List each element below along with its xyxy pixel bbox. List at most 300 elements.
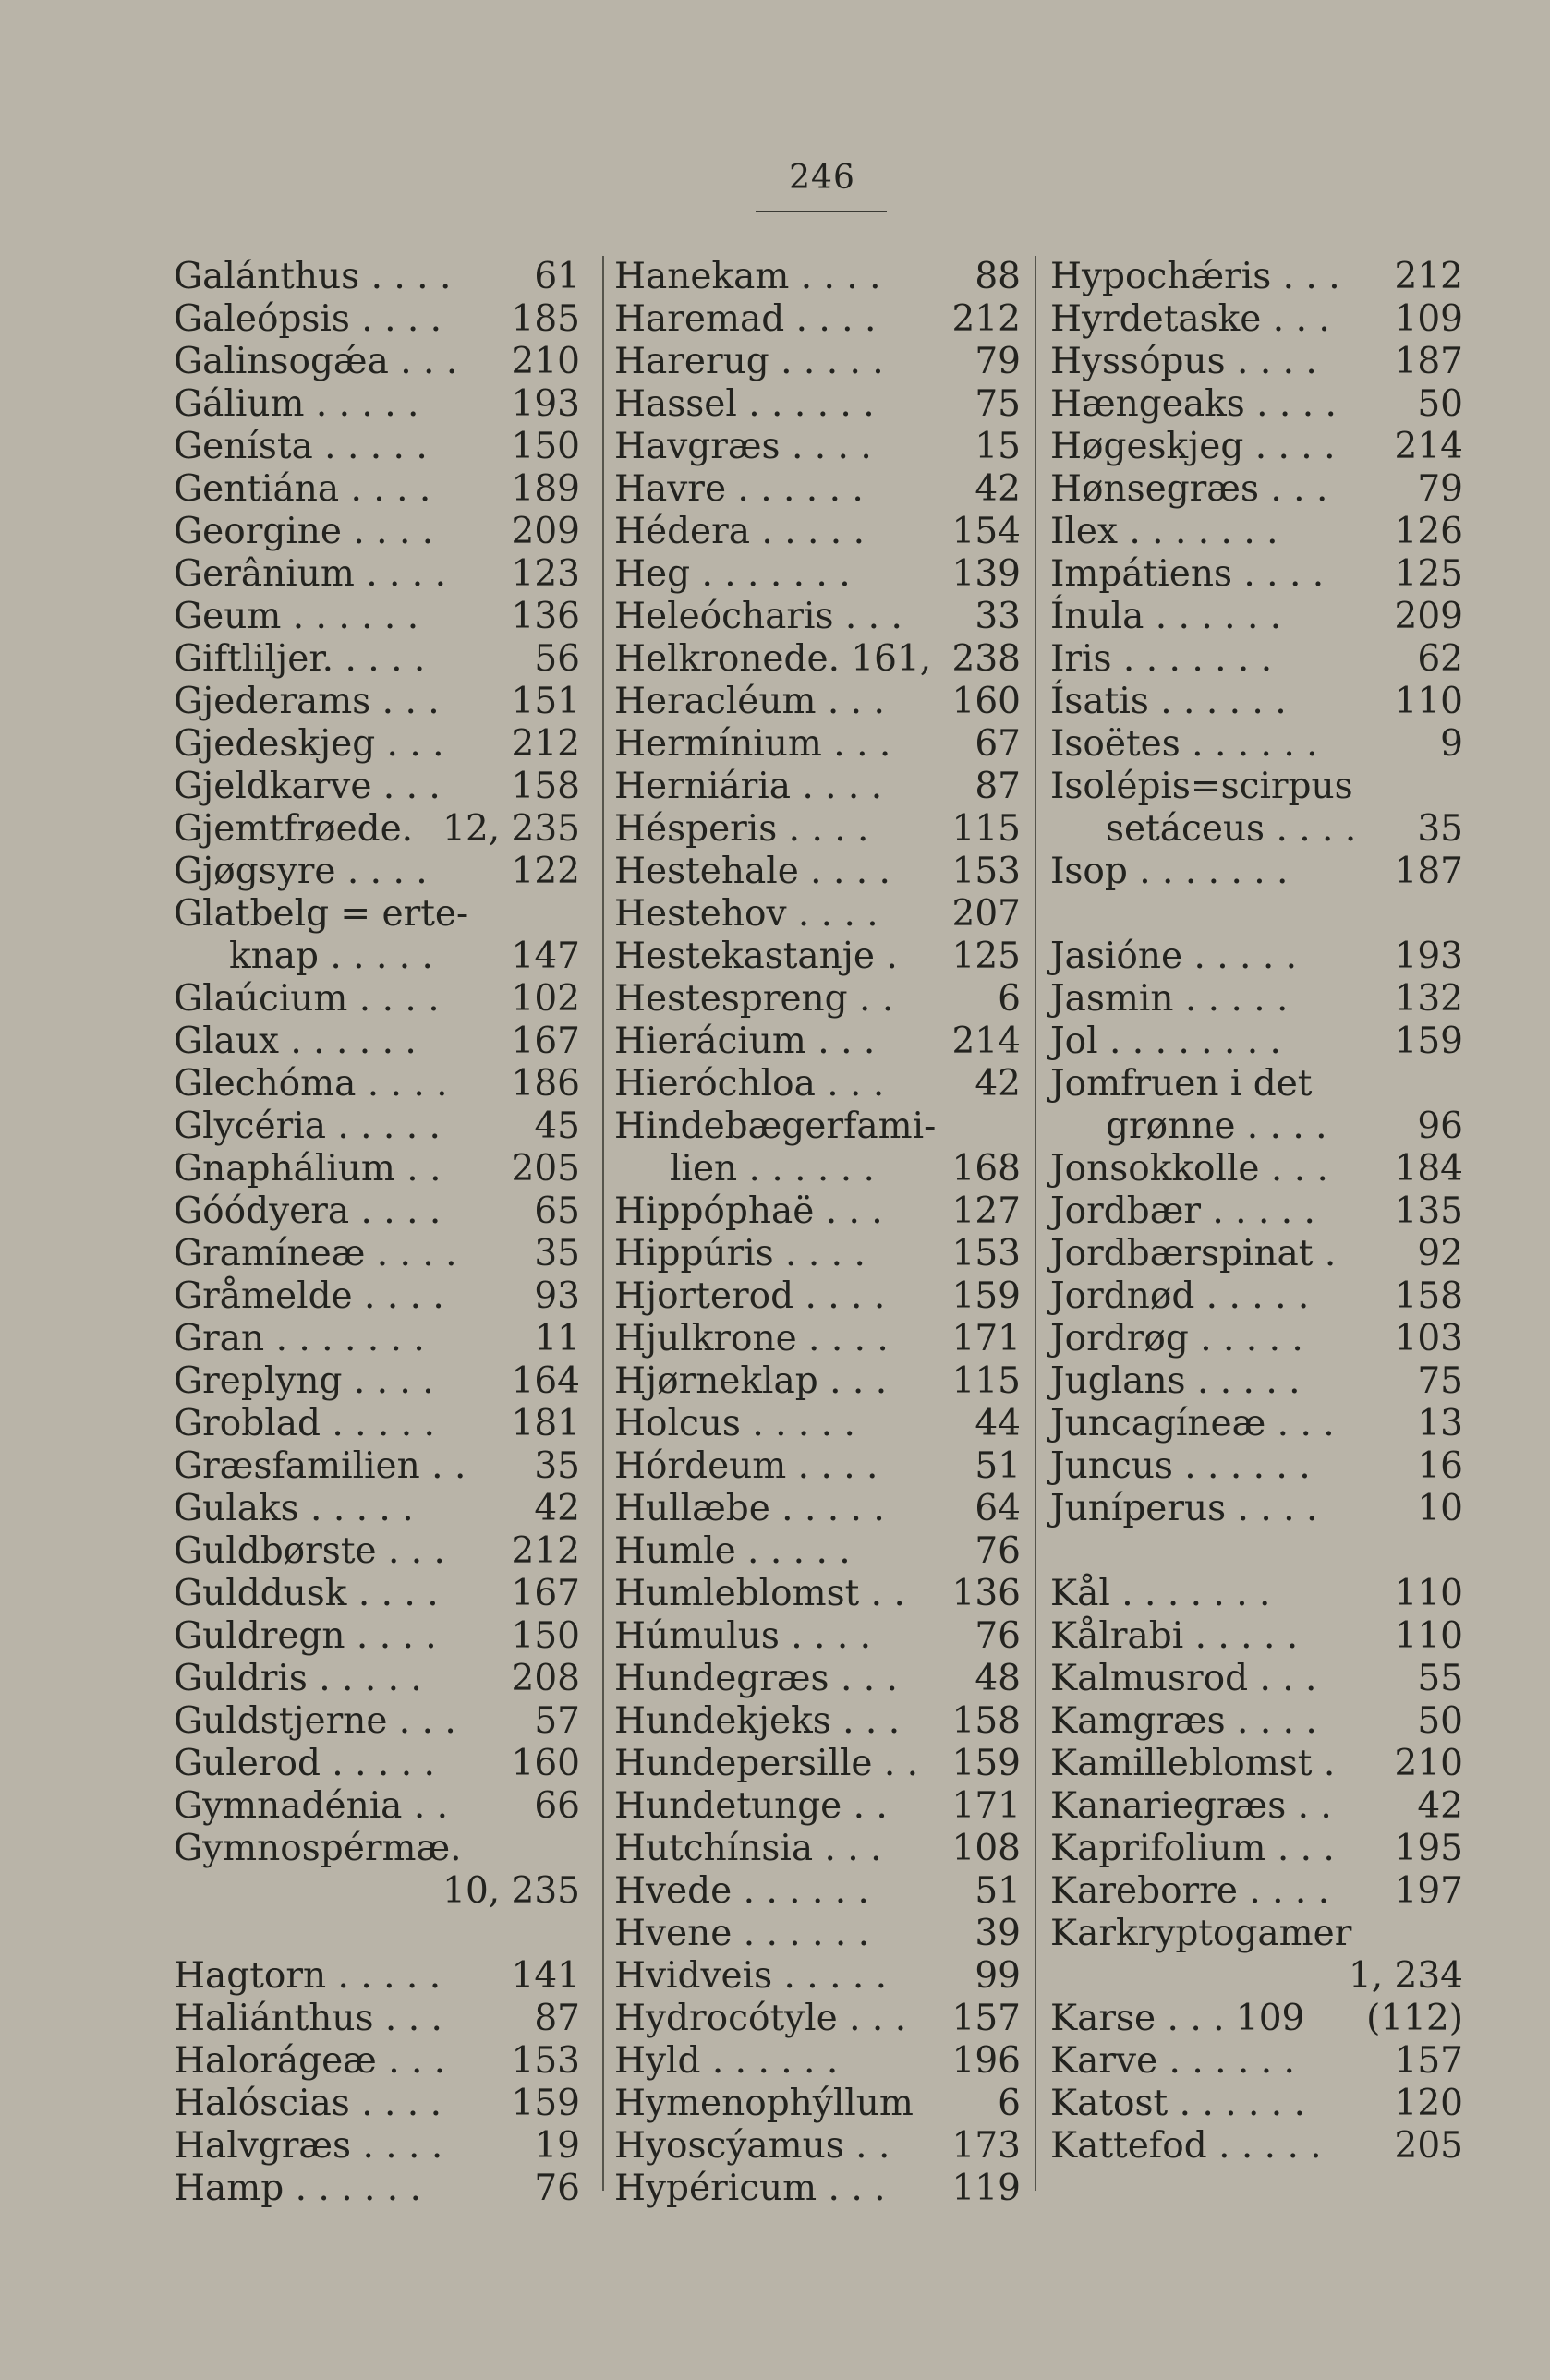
index-term: Kamgræs . . . . bbox=[1050, 1700, 1317, 1742]
index-entry bbox=[174, 978, 580, 1021]
index-term: lien . . . . . . bbox=[670, 1148, 875, 1190]
index-entry bbox=[1050, 851, 1463, 893]
index-entry bbox=[1050, 1743, 1463, 1785]
index-page-ref: 35 bbox=[1417, 808, 1463, 850]
index-term: Guldris . . . . . bbox=[174, 1658, 422, 1699]
index-term: Græsfamilien . . bbox=[174, 1445, 466, 1487]
index-term: Gråmelde . . . . bbox=[174, 1275, 444, 1317]
index-term: Hestehale . . . . bbox=[614, 851, 890, 892]
index-entry bbox=[1050, 511, 1463, 553]
index-term: Kaprifolium . . . bbox=[1050, 1828, 1335, 1869]
index-page-ref: 10, 235 bbox=[442, 1870, 580, 1912]
index-entry bbox=[1050, 1021, 1463, 1063]
index-entry bbox=[174, 596, 580, 638]
index-entry bbox=[1050, 1445, 1463, 1488]
index-entry bbox=[614, 341, 1021, 383]
index-entry bbox=[174, 256, 580, 298]
index-entry bbox=[614, 2125, 1021, 2168]
index-term: Hermínium . . . bbox=[614, 723, 891, 765]
index-page-ref: 51 bbox=[975, 1445, 1021, 1487]
index-page-ref: 167 bbox=[511, 1573, 580, 1614]
index-term: Hédera . . . . . bbox=[614, 511, 866, 552]
index-term: Havre . . . . . . bbox=[614, 468, 864, 510]
index-entry bbox=[614, 383, 1021, 426]
index-entry bbox=[614, 298, 1021, 341]
index-entry bbox=[1050, 766, 1463, 808]
index-entry bbox=[614, 1105, 1021, 1148]
index-page-ref: 187 bbox=[1394, 341, 1463, 382]
index-entry bbox=[614, 1700, 1021, 1743]
index-entry bbox=[1050, 893, 1463, 936]
index-term: Galinsogǽa . . . bbox=[174, 341, 458, 382]
index-term: Kalmusrod . . . bbox=[1050, 1658, 1317, 1699]
index-entry bbox=[174, 2168, 580, 2210]
index-entry bbox=[614, 1658, 1021, 1700]
index-page-ref: 108 bbox=[951, 1828, 1021, 1869]
index-page-ref: 110 bbox=[1394, 681, 1463, 722]
index-entry bbox=[614, 1955, 1021, 1998]
index-entry bbox=[174, 1318, 580, 1360]
index-entry bbox=[1050, 638, 1463, 681]
index-term: Kattefod . . . . . bbox=[1050, 2125, 1322, 2167]
index-page-ref: 125 bbox=[1394, 553, 1463, 595]
index-term: Gnaphálium . . bbox=[174, 1148, 442, 1190]
column-divider bbox=[1035, 256, 1036, 2191]
index-term: Helkronede. 161, bbox=[614, 638, 932, 680]
index-term: Hestehov . . . . bbox=[614, 893, 878, 935]
index-term: Hórdeum . . . . bbox=[614, 1445, 878, 1487]
index-entry bbox=[614, 808, 1021, 851]
index-page-ref: 197 bbox=[1394, 1870, 1463, 1912]
index-page-ref: 42 bbox=[1417, 1785, 1463, 1827]
index-page-ref: 153 bbox=[951, 851, 1021, 892]
index-page-ref: 167 bbox=[511, 1021, 580, 1062]
index-term: Karkryptogamer bbox=[1050, 1913, 1352, 1954]
index-term: Gymnospérmæ. bbox=[174, 1828, 462, 1869]
index-entry bbox=[174, 1998, 580, 2040]
index-page-ref: 87 bbox=[534, 1998, 580, 2039]
index-entry bbox=[614, 1021, 1021, 1063]
index-term: Jordrøg . . . . . bbox=[1050, 1318, 1303, 1359]
index-entry bbox=[1050, 1870, 1463, 1913]
index-page-ref: 147 bbox=[511, 936, 580, 977]
index-term: Gymnadénia . . bbox=[174, 1785, 449, 1827]
index-entry bbox=[174, 1658, 580, 1700]
index-term: Jomfruen i det bbox=[1050, 1063, 1313, 1105]
index-page-ref: 13 bbox=[1417, 1403, 1463, 1444]
index-entry bbox=[174, 1488, 580, 1530]
index-page-ref: 139 bbox=[951, 553, 1021, 595]
index-entry bbox=[1050, 1488, 1463, 1530]
index-term: Hieróchloa . . . bbox=[614, 1063, 885, 1105]
index-entry bbox=[1050, 553, 1463, 596]
index-page-ref: 212 bbox=[1394, 256, 1463, 297]
index-term: Greplyng . . . . bbox=[174, 1360, 434, 1402]
index-term: Giftliljer. . . . . bbox=[174, 638, 426, 680]
index-term: Jasióne . . . . . bbox=[1050, 936, 1298, 977]
index-term: Jasmin . . . . . bbox=[1050, 978, 1289, 1020]
index-page-ref: 212 bbox=[951, 298, 1021, 340]
index-entry bbox=[1050, 383, 1463, 426]
index-page-ref: 157 bbox=[951, 1998, 1021, 2039]
index-page-ref: 160 bbox=[951, 681, 1021, 722]
index-entry bbox=[614, 2040, 1021, 2083]
index-entry bbox=[1050, 1955, 1463, 1998]
index-term: Guldbørste . . . bbox=[174, 1530, 445, 1572]
index-page-ref: 123 bbox=[511, 553, 580, 595]
index-entry bbox=[1050, 1318, 1463, 1360]
index-page-ref: 135 bbox=[1394, 1190, 1463, 1232]
index-entry bbox=[614, 1360, 1021, 1403]
index-entry bbox=[1050, 1105, 1463, 1148]
index-term: Hassel . . . . . . bbox=[614, 383, 875, 425]
index-term: Gjøgsyre . . . . bbox=[174, 851, 428, 892]
index-term: Hullæbe . . . . . bbox=[614, 1488, 885, 1529]
index-term: Kål . . . . . . . bbox=[1050, 1573, 1271, 1614]
index-page-ref: 153 bbox=[511, 2040, 580, 2082]
index-page-ref: 42 bbox=[534, 1488, 580, 1529]
index-page-ref: 171 bbox=[951, 1318, 1021, 1359]
index-page-ref: 57 bbox=[534, 1700, 580, 1742]
index-entry bbox=[174, 1148, 580, 1190]
index-term: Høgeskjeg . . . . bbox=[1050, 426, 1336, 467]
index-term: Humle . . . . . bbox=[614, 1530, 851, 1572]
index-page-ref: 193 bbox=[1394, 936, 1463, 977]
index-entry bbox=[614, 723, 1021, 766]
index-entry bbox=[614, 978, 1021, 1021]
index-term: Hønsegræs . . . bbox=[1050, 468, 1328, 510]
index-term: Jol . . . . . . . . bbox=[1050, 1021, 1281, 1062]
index-entry bbox=[614, 1785, 1021, 1828]
index-entry bbox=[174, 1403, 580, 1445]
index-entry bbox=[614, 1870, 1021, 1913]
index-entry bbox=[614, 1233, 1021, 1275]
index-entry bbox=[174, 1955, 580, 1998]
index-entry bbox=[614, 893, 1021, 936]
index-term: Heracléum . . . bbox=[614, 681, 885, 722]
index-page-ref: 109 bbox=[1394, 298, 1463, 340]
index-term: Juncus . . . . . . bbox=[1050, 1445, 1311, 1487]
index-term: Ísatis . . . . . . bbox=[1050, 681, 1287, 722]
index-term: Gentiána . . . . bbox=[174, 468, 431, 510]
index-page-ref: 205 bbox=[511, 1148, 580, 1190]
index-entry bbox=[614, 1318, 1021, 1360]
index-page-ref: 159 bbox=[511, 2083, 580, 2124]
index-page-ref: 171 bbox=[951, 1785, 1021, 1827]
index-entry bbox=[174, 426, 580, 468]
index-term: Hjørneklap . . . bbox=[614, 1360, 888, 1402]
index-term: Hestekastanje . bbox=[614, 936, 898, 977]
index-term: Glaux . . . . . . bbox=[174, 1021, 417, 1062]
index-term: Guldregn . . . . bbox=[174, 1615, 437, 1657]
index-entry bbox=[1050, 1700, 1463, 1743]
index-term: Glechóma . . . . bbox=[174, 1063, 448, 1105]
index-term: Hundekjeks . . . bbox=[614, 1700, 901, 1742]
index-page-ref: 42 bbox=[975, 468, 1021, 510]
index-term: Herniária . . . . bbox=[614, 766, 883, 807]
index-entry bbox=[174, 1573, 580, 1615]
index-page-ref: 42 bbox=[975, 1063, 1021, 1105]
index-page-ref: 99 bbox=[975, 1955, 1021, 1997]
index-entry bbox=[174, 1615, 580, 1658]
index-entry bbox=[174, 681, 580, 723]
index-page-ref: 153 bbox=[951, 1233, 1021, 1275]
index-page-ref: 75 bbox=[1417, 1360, 1463, 1402]
index-entry bbox=[1050, 936, 1463, 978]
index-page-ref: 209 bbox=[511, 511, 580, 552]
index-entry bbox=[1050, 256, 1463, 298]
index-entry bbox=[174, 1063, 580, 1105]
index-term: Galánthus . . . . bbox=[174, 256, 452, 297]
index-entry bbox=[174, 1870, 580, 1913]
index-term: Hvene . . . . . . bbox=[614, 1913, 870, 1954]
index-entry bbox=[614, 766, 1021, 808]
index-entry bbox=[614, 511, 1021, 553]
index-entry bbox=[614, 851, 1021, 893]
index-entry bbox=[1050, 426, 1463, 468]
index-page-ref: 184 bbox=[1394, 1148, 1463, 1190]
index-term: Holcus . . . . . bbox=[614, 1403, 855, 1444]
index-page-ref: 186 bbox=[511, 1063, 580, 1105]
index-term: Hyssópus . . . . bbox=[1050, 341, 1317, 382]
index-page-ref: 48 bbox=[975, 1658, 1021, 1699]
index-entry bbox=[174, 341, 580, 383]
index-term: Ilex . . . . . . . bbox=[1050, 511, 1278, 552]
index-entry bbox=[174, 511, 580, 553]
index-term: Jordnød . . . . . bbox=[1050, 1275, 1310, 1317]
index-page-ref: 210 bbox=[1394, 1743, 1463, 1784]
index-term: Kareborre . . . . bbox=[1050, 1870, 1330, 1912]
index-entry bbox=[1050, 808, 1463, 851]
index-page-ref: 92 bbox=[1417, 1233, 1463, 1275]
index-entry bbox=[174, 1785, 580, 1828]
page-number-rule bbox=[756, 211, 887, 212]
index-term: Gulaks . . . . . bbox=[174, 1488, 414, 1529]
index-term: Gjedeskjeg . . . bbox=[174, 723, 444, 765]
index-page-ref: 168 bbox=[951, 1148, 1021, 1190]
index-term: Hanekam . . . . bbox=[614, 256, 881, 297]
index-term: Impátiens . . . . bbox=[1050, 553, 1325, 595]
index-term: Juníperus . . . . bbox=[1050, 1488, 1318, 1529]
index-entry bbox=[614, 468, 1021, 511]
index-page-ref: 15 bbox=[975, 426, 1021, 467]
index-entry bbox=[174, 1445, 580, 1488]
index-term: Gramíneæ . . . . bbox=[174, 1233, 457, 1275]
index-entry bbox=[1050, 596, 1463, 638]
index-term: Jordbær . . . . . bbox=[1050, 1190, 1315, 1232]
index-term: Kamilleblomst . bbox=[1050, 1743, 1336, 1784]
index-term: Halvgræs . . . . bbox=[174, 2125, 443, 2167]
index-entry bbox=[174, 1360, 580, 1403]
index-entry bbox=[174, 1021, 580, 1063]
index-term: Juncagíneæ . . . bbox=[1050, 1403, 1335, 1444]
index-term: Haremad . . . . bbox=[614, 298, 877, 340]
index-term: Hundetunge . . bbox=[614, 1785, 888, 1827]
index-page-ref: 157 bbox=[1394, 2040, 1463, 2082]
index-page-ref: 6 bbox=[998, 978, 1021, 1020]
index-entry bbox=[1050, 1573, 1463, 1615]
index-term: Hjorterod . . . . bbox=[614, 1275, 886, 1317]
index-page-ref: 61 bbox=[534, 256, 580, 297]
index-entry bbox=[174, 808, 580, 851]
index-page-ref: 62 bbox=[1417, 638, 1463, 680]
index-entry bbox=[174, 893, 580, 936]
index-entry bbox=[614, 1488, 1021, 1530]
index-page-ref: 173 bbox=[951, 2125, 1021, 2167]
index-term: Gálium . . . . . bbox=[174, 383, 419, 425]
index-page-ref: 214 bbox=[1394, 426, 1463, 467]
index-page-ref: 115 bbox=[951, 808, 1021, 850]
index-page-ref: 115 bbox=[951, 1360, 1021, 1402]
index-page-ref: 126 bbox=[1394, 511, 1463, 552]
index-term: Harerug . . . . . bbox=[614, 341, 884, 382]
index-page-ref: 50 bbox=[1417, 1700, 1463, 1742]
index-entry bbox=[1050, 1530, 1463, 1573]
index-term: Hésperis . . . . bbox=[614, 808, 869, 850]
index-term: Jonsokkolle . . . bbox=[1050, 1148, 1328, 1190]
index-entry bbox=[1050, 1615, 1463, 1658]
index-entry bbox=[1050, 1190, 1463, 1233]
index-term: Glaúcium . . . . bbox=[174, 978, 440, 1020]
index-term: Hundegræs . . . bbox=[614, 1658, 898, 1699]
index-entry bbox=[1050, 2083, 1463, 2125]
index-term: knap . . . . . bbox=[229, 936, 433, 977]
index-term: Hydrocótyle . . . bbox=[614, 1998, 907, 2039]
index-term: Gulddusk . . . . bbox=[174, 1573, 439, 1614]
index-page-ref: 16 bbox=[1417, 1445, 1463, 1487]
index-term: Hippúris . . . . bbox=[614, 1233, 866, 1275]
index-term: Hypochǽris . . . bbox=[1050, 256, 1340, 297]
index-entry bbox=[1050, 1403, 1463, 1445]
index-page-ref: 50 bbox=[1417, 383, 1463, 425]
index-page-ref: 76 bbox=[975, 1615, 1021, 1657]
index-page-ref: 195 bbox=[1394, 1828, 1463, 1869]
index-page-ref: 125 bbox=[951, 936, 1021, 977]
index-page-ref: 35 bbox=[534, 1445, 580, 1487]
index-entry bbox=[1050, 1913, 1463, 1955]
index-term: Isoëtes . . . . . . bbox=[1050, 723, 1318, 765]
index-page-ref: 1, 234 bbox=[1348, 1955, 1463, 1997]
index-page-ref: 238 bbox=[951, 638, 1021, 680]
index-entry bbox=[174, 1105, 580, 1148]
index-entry bbox=[1050, 978, 1463, 1021]
index-entry bbox=[614, 2083, 1021, 2125]
index-term: Góódyera . . . . bbox=[174, 1190, 442, 1232]
index-page-ref: 44 bbox=[975, 1403, 1021, 1444]
index-entry bbox=[614, 1828, 1021, 1870]
index-entry bbox=[174, 1530, 580, 1573]
index-page-ref: 160 bbox=[511, 1743, 580, 1784]
index-entry bbox=[1050, 2125, 1463, 2168]
index-term: setáceus . . . . bbox=[1106, 808, 1357, 850]
index-page-ref: 158 bbox=[951, 1700, 1021, 1742]
index-page-ref: 136 bbox=[511, 596, 580, 637]
index-term: Hymenophýllum bbox=[614, 2083, 914, 2124]
index-page-ref: 76 bbox=[534, 2168, 580, 2209]
index-column-1 bbox=[174, 256, 580, 2210]
index-page-ref: 6 bbox=[998, 2083, 1021, 2124]
index-page-ref: 96 bbox=[1417, 1105, 1463, 1147]
index-term: grønne . . . . bbox=[1106, 1105, 1327, 1147]
index-term: Karve . . . . . . bbox=[1050, 2040, 1295, 2082]
index-page-ref: 88 bbox=[975, 256, 1021, 297]
index-term: Hamp . . . . . . bbox=[174, 2168, 421, 2209]
index-entry bbox=[614, 936, 1021, 978]
index-page-ref: 45 bbox=[534, 1105, 580, 1147]
index-entry bbox=[174, 2040, 580, 2083]
index-term: Halóscias . . . . bbox=[174, 2083, 442, 2124]
index-page-ref: 141 bbox=[511, 1955, 580, 1997]
index-term: Hippóphaë . . . bbox=[614, 1190, 883, 1232]
index-page-ref: 212 bbox=[511, 723, 580, 765]
index-page-ref: 209 bbox=[1394, 596, 1463, 637]
index-term: Glatbelg = erte- bbox=[174, 893, 469, 935]
index-term: Groblad . . . . . bbox=[174, 1403, 435, 1444]
index-page-ref: 154 bbox=[951, 511, 1021, 552]
index-page-ref: 19 bbox=[534, 2125, 580, 2167]
index-term: Hindebægerfami- bbox=[614, 1105, 937, 1147]
index-page-ref: 11 bbox=[534, 1318, 580, 1359]
index-entry bbox=[614, 1445, 1021, 1488]
index-entry bbox=[614, 1190, 1021, 1233]
index-entry bbox=[1050, 1275, 1463, 1318]
index-entry bbox=[1050, 1785, 1463, 1828]
index-term: Kålrabi . . . . . bbox=[1050, 1615, 1299, 1657]
index-term: Isop . . . . . . . bbox=[1050, 851, 1289, 892]
index-entry bbox=[614, 2168, 1021, 2210]
index-page-ref: 150 bbox=[511, 1615, 580, 1657]
index-entry bbox=[1050, 1063, 1463, 1105]
index-entry bbox=[174, 1743, 580, 1785]
index-page-ref: 214 bbox=[951, 1021, 1021, 1062]
index-page-ref: 103 bbox=[1394, 1318, 1463, 1359]
index-entry bbox=[174, 383, 580, 426]
index-entry bbox=[614, 1530, 1021, 1573]
index-term: Húmulus . . . . bbox=[614, 1615, 872, 1657]
index-entry bbox=[614, 1063, 1021, 1105]
index-page-ref: 187 bbox=[1394, 851, 1463, 892]
index-page-ref: 65 bbox=[534, 1190, 580, 1232]
index-entry bbox=[1050, 681, 1463, 723]
index-term: Hængeaks . . . . bbox=[1050, 383, 1337, 425]
index-page-ref: 159 bbox=[951, 1743, 1021, 1784]
index-entry bbox=[614, 1743, 1021, 1785]
index-page-ref: 10 bbox=[1417, 1488, 1463, 1529]
index-entry bbox=[1050, 1828, 1463, 1870]
index-page-ref: 102 bbox=[511, 978, 580, 1020]
index-term: Jordbærspinat . bbox=[1050, 1233, 1337, 1275]
index-term: Geum . . . . . . bbox=[174, 596, 419, 637]
index-entry bbox=[614, 681, 1021, 723]
index-page-ref: 9 bbox=[1440, 723, 1463, 765]
index-entry bbox=[614, 1148, 1021, 1190]
index-page-ref: 136 bbox=[951, 1573, 1021, 1614]
index-term: Gjemtfrøede. bbox=[174, 808, 414, 850]
index-entry bbox=[1050, 468, 1463, 511]
index-term: Hypéricum . . . bbox=[614, 2168, 886, 2209]
index-page-ref: 33 bbox=[975, 596, 1021, 637]
index-entry bbox=[614, 426, 1021, 468]
index-term: Halorágeæ . . . bbox=[174, 2040, 446, 2082]
index-entry bbox=[174, 1275, 580, 1318]
index-term: Havgræs . . . . bbox=[614, 426, 872, 467]
index-entry bbox=[1050, 723, 1463, 766]
index-page-ref: 212 bbox=[511, 1530, 580, 1572]
index-page-ref: 185 bbox=[511, 298, 580, 340]
index-entry bbox=[614, 1275, 1021, 1318]
index-term: Hyoscýamus . . bbox=[614, 2125, 890, 2167]
index-entry bbox=[174, 638, 580, 681]
